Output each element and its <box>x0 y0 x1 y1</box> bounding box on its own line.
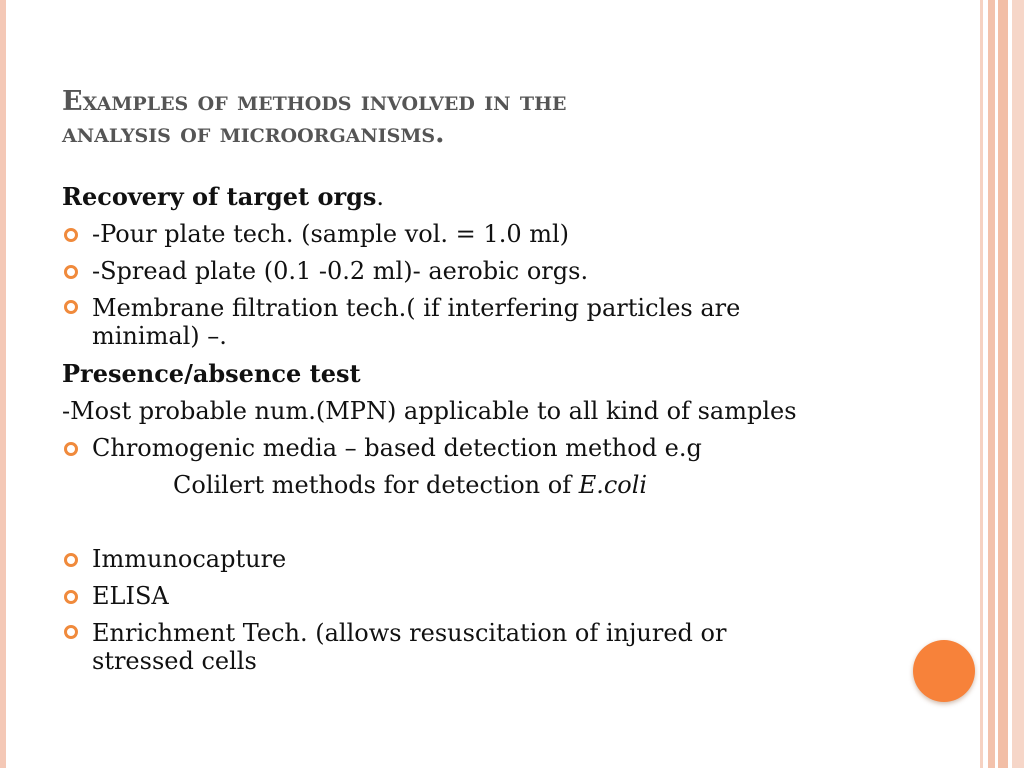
spacer <box>62 504 942 541</box>
list-item <box>62 578 942 615</box>
right-edge-stripe <box>1012 0 1024 768</box>
bullet-ring-icon <box>64 590 78 604</box>
slide-title-line-1: Examples of methods involved in the <box>62 86 567 117</box>
list-item <box>62 615 942 680</box>
list-item <box>62 290 942 355</box>
list-item-text: ELISA <box>92 582 169 610</box>
list-item-text-continued: minimal) –. <box>92 322 227 350</box>
right-edge-stripe <box>998 0 1008 768</box>
list-item <box>62 216 942 253</box>
recovery-heading-suffix: . <box>376 183 385 211</box>
slide-title-line-2: analysis of microorganisms. <box>62 118 445 149</box>
recovery-heading-text: Recovery of target orgs <box>62 182 377 211</box>
bullet-ring-icon <box>64 553 78 567</box>
list-item-text: Immunocapture <box>92 545 287 573</box>
list-item <box>62 430 942 467</box>
colilert-organism: E.coli <box>578 471 648 499</box>
bullet-ring-icon <box>64 228 78 242</box>
bullet-ring-icon <box>64 625 78 639</box>
list-item <box>62 253 942 290</box>
slide-title <box>62 86 942 150</box>
colilert-line <box>62 467 942 504</box>
list-item-text: -Spread plate (0.1 -0.2 ml)- aerobic orgs. <box>92 257 589 285</box>
decorative-circle <box>913 640 975 702</box>
presence-heading <box>62 355 942 393</box>
mpn-line: -Most probable num.(MPN) applicable to all kind of samples <box>62 397 797 425</box>
right-edge-stripe <box>988 0 995 768</box>
bullet-ring-icon <box>64 265 78 279</box>
list-item-text-continued: stressed cells <box>92 647 257 675</box>
bullet-ring-icon <box>64 300 78 314</box>
right-edge-stripe <box>980 0 983 768</box>
left-edge-stripe <box>0 0 6 768</box>
presence-heading-text: Presence/absence test <box>62 359 361 388</box>
list-item-text: Enrichment Tech. (allows resuscitation of injured or <box>92 619 727 647</box>
bullet-ring-icon <box>64 442 78 456</box>
slide-content <box>62 178 942 680</box>
list-item-text: Chromogenic media – based detection method e.g <box>92 434 702 462</box>
colilert-text: Colilert methods for detection of <box>173 471 579 499</box>
recovery-heading <box>62 178 942 216</box>
list-item <box>62 541 942 578</box>
list-item-text: Membrane filtration tech.( if interfering particles are <box>92 294 741 322</box>
list-item-text: -Pour plate tech. (sample vol. = 1.0 ml) <box>92 220 570 248</box>
